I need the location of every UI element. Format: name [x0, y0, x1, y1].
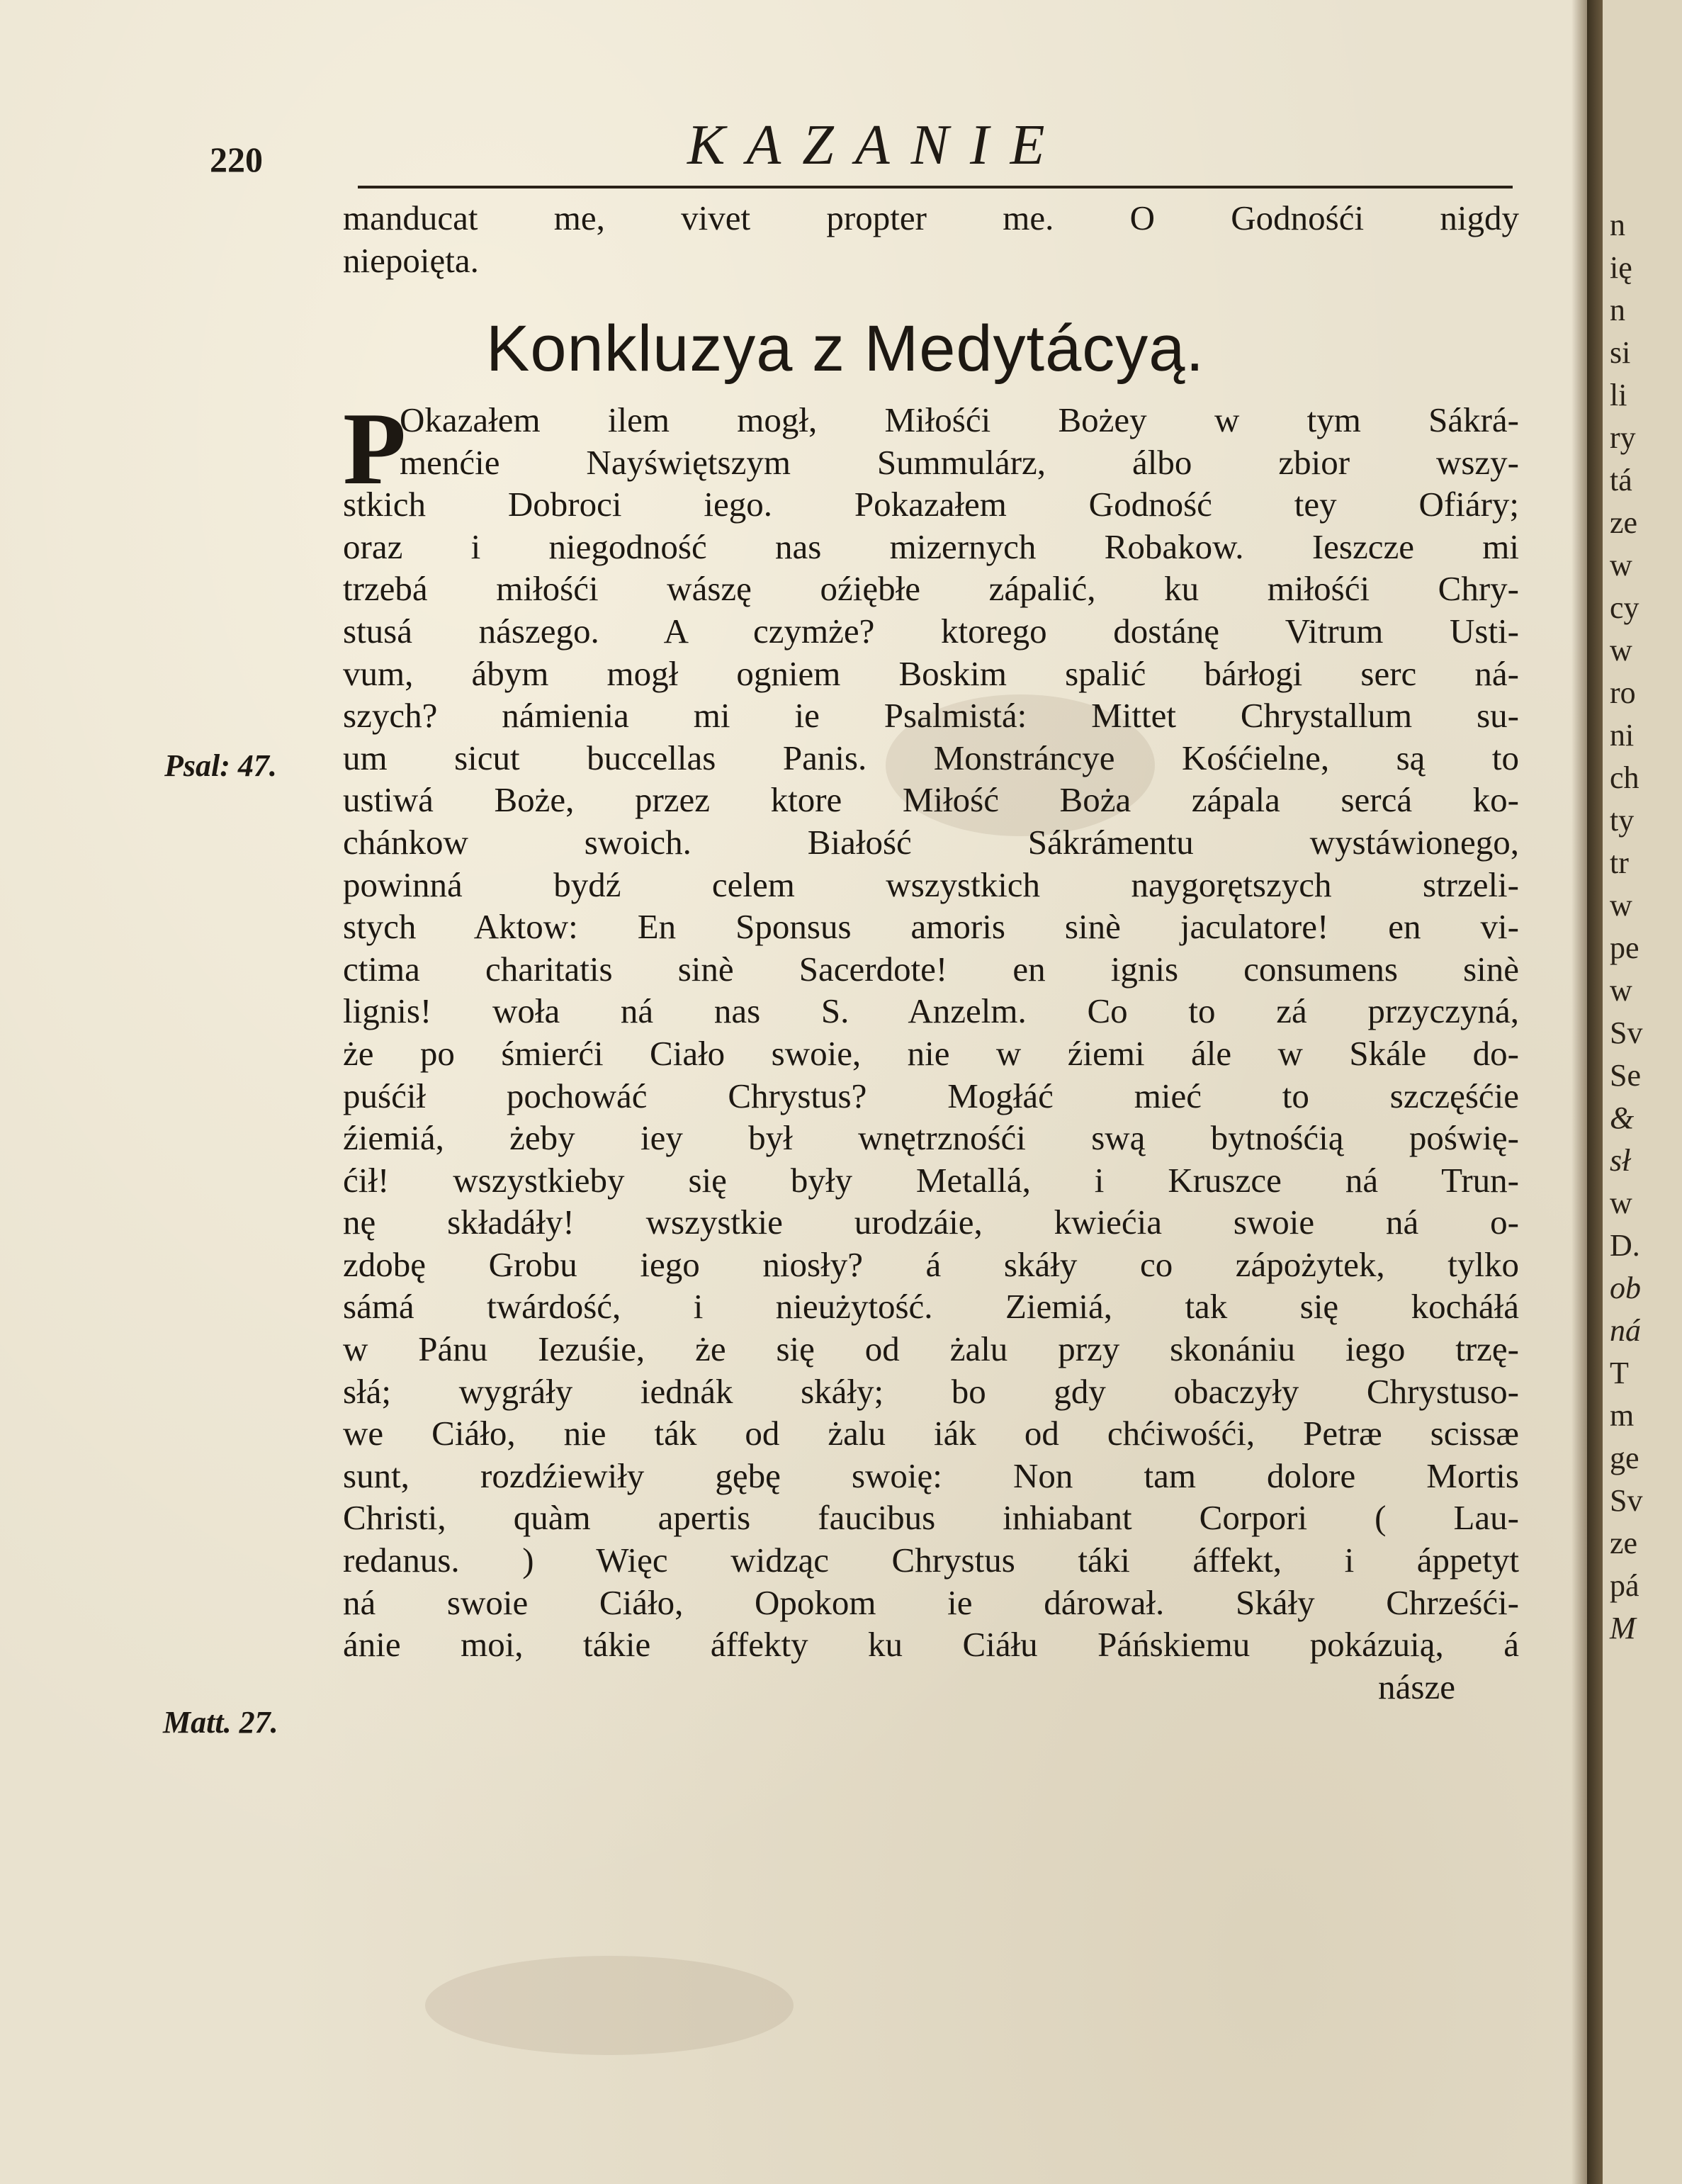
text-line: um sicut buccellas Panis. Monstráncye Kośćielne, są to	[343, 738, 1519, 777]
paragraph	[343, 391, 1519, 1708]
fragment-text: tr	[1610, 845, 1629, 880]
fragment-text: w	[1610, 973, 1632, 1008]
facing-page-fragment	[1603, 0, 1682, 2184]
fragment-text: si	[1610, 335, 1631, 370]
text-line: niepoięta.	[343, 240, 479, 280]
page-edge-shadow	[1571, 0, 1587, 2184]
margin-note-psalm: Psal: 47.	[164, 748, 277, 783]
text-line: ćił! wszystkieby się były Metallá, i Kruszce ná Trun-	[343, 1160, 1519, 1200]
fragment-text: ry	[1610, 420, 1636, 455]
text-line: ctima charitatis sinè Sacerdote! en ignis consumens sinè	[343, 949, 1519, 989]
fragment-text: li	[1610, 378, 1627, 412]
text-line: ná swoie Ciáło, Opokom ie dárował. Skáły Chrześći-	[343, 1582, 1519, 1622]
text-line: ánie moi, tákie áffekty ku Ciáłu Páńskiemu pokázuią, á	[343, 1625, 1519, 1665]
fragment-text: w	[1610, 633, 1632, 668]
fragment-text: M	[1610, 1611, 1636, 1645]
text-line: źiemiá, żeby iey był wnętrznośći swą bytnośćią poświę-	[343, 1118, 1519, 1158]
text-line: manducat me, vivet propter me. O Godnośći nigdy	[343, 198, 1519, 237]
fragment-text: cy	[1610, 590, 1639, 625]
text-line: puśćił pochowáć Chrystus? Mogłáć mieć to szczęśćie	[343, 1076, 1519, 1115]
text-line: Okazałem ilem mogł, Miłośći Bożey w tym Sákrá-	[400, 400, 1519, 439]
text-line: szych? námienia mi ie Psalmistá: Mittet Chrystallum su-	[343, 696, 1519, 736]
text-line: że po śmierći Ciało swoie, nie w źiemi ále w Skále do-	[343, 1033, 1519, 1073]
text-line: sámá twárdość, i nieużytość. Ziemiá, tak się kocháłá	[343, 1287, 1519, 1327]
text-line: lignis! woła ná nas S. Anzelm. Co to zá przyczyná,	[343, 991, 1519, 1031]
text-line: vum, ábym mogł ogniem Boskim spalić bárłogi serc ná-	[343, 653, 1519, 693]
paper-stain	[425, 1956, 794, 2055]
text-line: w Pánu Iezuśie, że się od żalu przy skonániu iego trzę-	[343, 1329, 1519, 1369]
section-title: Konkluzya z Medytácyą.	[486, 313, 1205, 385]
fragment-text: tá	[1610, 463, 1632, 497]
fragment-text: ro	[1610, 675, 1636, 710]
text-line: menćie Nayświętszym Summulárz, álbo zbior wszy-	[400, 442, 1519, 482]
fragment-text: sł	[1610, 1143, 1631, 1178]
fragment-text: Sv	[1610, 1483, 1643, 1518]
header-rule	[358, 186, 1513, 188]
text-line: oraz i niegodność nas mizernych Robakow. Ieszcze mi	[343, 527, 1519, 566]
running-head: KAZANIE	[687, 114, 1066, 176]
text-line: nę składáły! wszystkie urodzáie, kwiećia swoie ná o-	[343, 1203, 1519, 1242]
text-line: trzebá miłośći wászę oźiębłe zápalić, ku miłośći Chry-	[343, 569, 1519, 609]
fragment-text: w	[1610, 548, 1632, 582]
book-gutter	[1587, 0, 1603, 2184]
catchword: násze	[1378, 1667, 1455, 1706]
fragment-text: T	[1610, 1356, 1629, 1390]
text-line: powinná bydź celem wszystkich naygorętszych strzeli-	[343, 865, 1519, 904]
text-line: stusá nászego. A czymże? ktorego dostánę Vitrum Usti-	[343, 611, 1519, 651]
fragment-text: ge	[1610, 1441, 1639, 1475]
fragment-text: n	[1610, 208, 1625, 242]
fragment-text: ię	[1610, 250, 1632, 285]
fragment-text: ty	[1610, 803, 1635, 838]
fragment-text: &	[1610, 1101, 1635, 1135]
text-line: zdobę Grobu iego niosły? á skáły co zápożytek, tylko	[343, 1244, 1519, 1284]
drop-cap: P	[343, 391, 407, 506]
text-line: ustiwá Boże, przez ktore Miłość Boża zápala sercá ko-	[343, 780, 1519, 820]
fragment-text: w	[1610, 888, 1632, 923]
text-line: sunt, rozdźiewiły gębę swoię: Non tam dolore Mortis	[343, 1456, 1519, 1495]
text-line: słá; wygráły iednák skáły; bo gdy obaczyły Chrystuso-	[343, 1371, 1519, 1411]
fragment-text: D.	[1610, 1228, 1640, 1263]
fragment-text: ze	[1610, 505, 1638, 540]
fragment-text: n	[1610, 293, 1625, 327]
text-line: redanus. ) Więc widząc Chrystus táki áffekt, i áppetyt	[343, 1541, 1519, 1580]
text-line: stych Aktow: En Sponsus amoris sinè jaculatore! en vi-	[343, 907, 1519, 947]
fragment-text: ni	[1610, 718, 1635, 753]
text-line: Christi, quàm apertis faucibus inhiabant Corpori ( Lau-	[343, 1498, 1519, 1538]
fragment-text: pá	[1610, 1568, 1639, 1603]
fragment-text: pe	[1610, 930, 1639, 965]
fragment-text: Se	[1610, 1058, 1641, 1093]
fragment-text: ná	[1610, 1313, 1641, 1348]
fragment-text: ch	[1610, 760, 1639, 795]
fragment-text: m	[1610, 1398, 1635, 1433]
text-line: stkich Dobroci iego. Pokazałem Godność tey Ofiáry;	[343, 485, 1519, 524]
fragment-text: w	[1610, 1186, 1632, 1220]
page-number: 220	[210, 140, 263, 179]
fragment-text: ze	[1610, 1526, 1638, 1560]
text-line: chánkow swoich. Białość Sákrámentu wystáwionego,	[343, 822, 1519, 862]
body-top	[343, 197, 1519, 281]
margin-note-matthew: Matt. 27.	[163, 1705, 278, 1740]
fragment-text: ob	[1610, 1271, 1641, 1305]
text-line: we Ciáło, nie ták od żalu iák od chćiwośći, Petræ scissæ	[343, 1414, 1519, 1453]
fragment-text: Sv	[1610, 1015, 1643, 1050]
